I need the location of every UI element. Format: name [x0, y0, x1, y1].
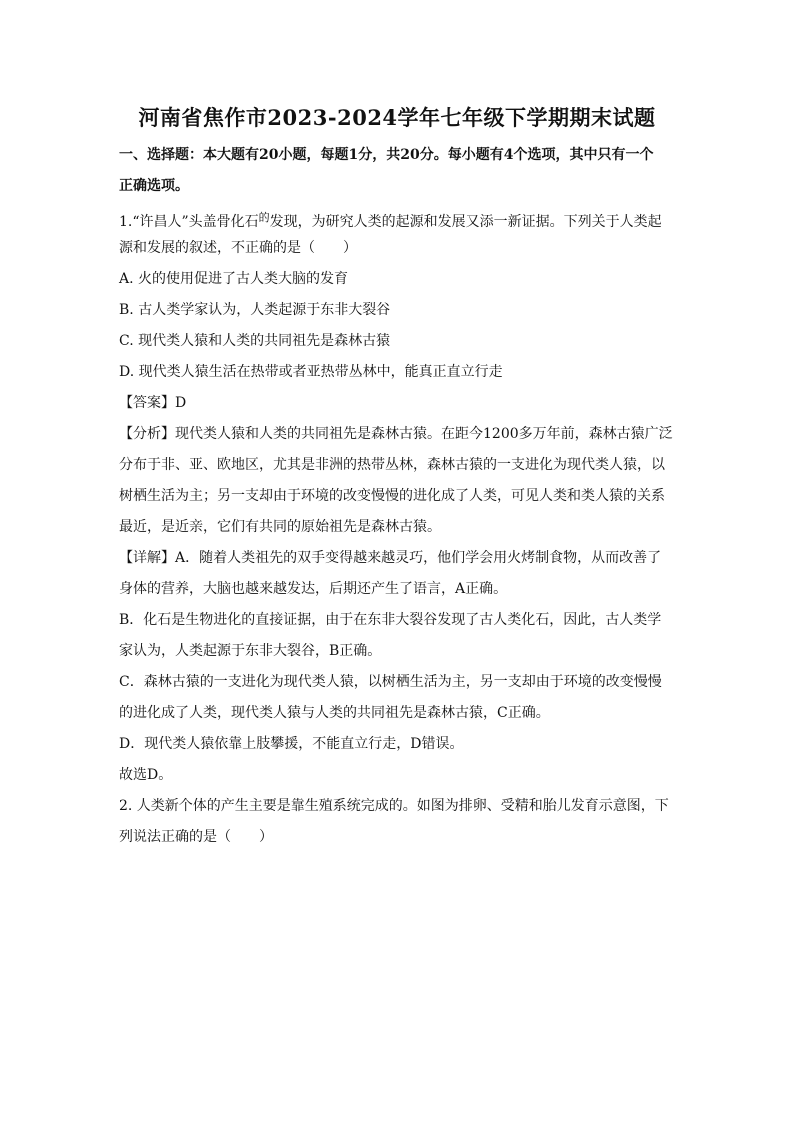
question-1-analysis-line: 分布于非、亚、欧地区，尤其是非洲的热带丛林，森林古猿的一支进化为现代类人猿，以 [119, 457, 665, 473]
question-1-detail-line: 【详解】A．随着人类祖先的双手变得越来越灵巧，他们学会用火烤制食物，从而改善了 [119, 550, 662, 566]
question-1-detail-line: D．现代类人猿依靠上肢攀援，不能直立行走，D错误。 [119, 736, 464, 752]
question-1-detail-line: 家认为，人类起源于东非大裂谷，B正确。 [119, 643, 382, 659]
question-2-stem-cont: 列说法正确的是（ ） [119, 829, 273, 845]
question-1-detail-line: C．森林古猿的一支进化为现代类人猿，以树栖生活为主，另一支却由于环境的改变慢慢 [119, 674, 662, 690]
question-1-detail-line: 故选D。 [119, 767, 173, 783]
question-1-detail-line: 身体的营养，大脑也越来越发达，后期还产生了语言，A正确。 [119, 581, 508, 597]
section-header-cont: 正确选项。 [119, 178, 189, 194]
question-1-analysis-line: 最近，是近亲，它们有共同的原始祖先是森林古猿。 [119, 519, 441, 535]
question-1-analysis-line: 树栖生活为主；另一支却由于环境的改变慢慢的进化成了人类，可见人类和类人猿的关系 [119, 488, 665, 504]
question-1-stem-cont: 源和发展的叙述，不正确的是（ ） [119, 240, 357, 256]
question-1-stem [119, 202, 679, 233]
question-2-stem: 2. 人类新个体的产生主要是靠生殖系统完成的。如图为排卵、受精和胎儿发育示意图，下 [119, 798, 669, 814]
question-1-detail-line: B．化石是生物进化的直接证据，由于在东非大裂谷发现了古人类化石，因此，古人类学 [119, 612, 662, 628]
question-1-stem-part2: 发现，为研究人类的起源和发展又添一新证据。下列关于人类起 [269, 214, 662, 230]
page-title: 河南省焦作市2023-2024学年七年级下学期期末试题 [138, 105, 656, 130]
question-1-analysis-line: 【分析】现代类人猿和人类的共同祖先是森林古猿。在距今1200多万年前，森林古猿广泛 [119, 426, 673, 442]
question-1-option-b: B. 古人类学家认为，人类起源于东非大裂谷 [119, 302, 391, 318]
question-1-detail-line: 的进化成了人类，现代类人猿与人类的共同祖先是森林古猿，C正确。 [119, 705, 550, 721]
question-1-answer: 【答案】D [119, 395, 187, 411]
section-header: 一、选择题：本大题有20小题，每题1分，共20分。每小题有4个选项，其中只有一个 [119, 147, 654, 163]
question-1-option-a: A. 火的使用促进了古人类大脑的发育 [119, 271, 349, 287]
question-1-stem-sup: 的 [258, 211, 270, 224]
question-1-option-c: C. 现代类人猿和人类的共同祖先是森林古猿 [119, 333, 391, 349]
document-body [119, 140, 679, 853]
question-1-option-d: D. 现代类人猿生活在热带或者亚热带丛林中，能真正直立行走 [119, 364, 503, 380]
question-1-stem-part1: 1.“许昌人”头盖骨化石 [119, 214, 259, 230]
